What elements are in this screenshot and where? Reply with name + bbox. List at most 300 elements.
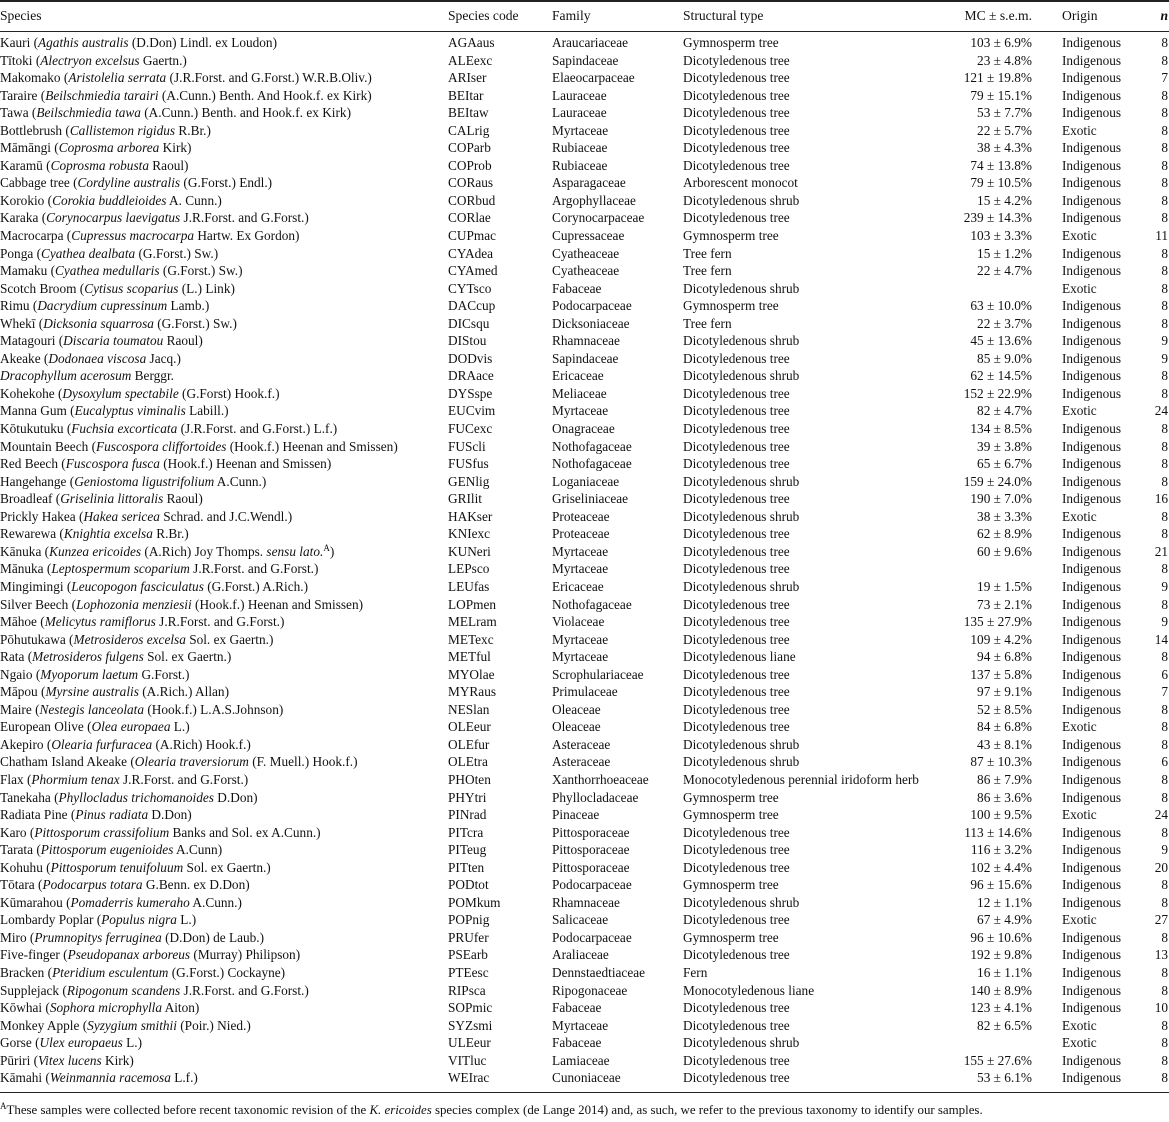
mc-value: 23 ± 4.8% xyxy=(977,52,1032,68)
structural-type: Dicotyledenous liane xyxy=(683,649,796,665)
species-code: KNIexc xyxy=(448,526,491,542)
species-latin-name: Kunzea ericoides xyxy=(49,543,142,559)
origin: Indigenous xyxy=(1062,578,1122,594)
table-footnote xyxy=(0,1102,983,1118)
species-authority: (Hook.f.) Heenan and Smissen) xyxy=(226,438,398,454)
species-name xyxy=(0,122,211,140)
sample-count: 10 xyxy=(1154,1000,1168,1016)
structural-type: Dicotyledenous shrub xyxy=(683,368,800,384)
species-authority: L.) xyxy=(122,1035,143,1051)
table-row xyxy=(0,736,1169,754)
header-n: n xyxy=(1160,8,1168,23)
family: Asparagaceae xyxy=(552,175,626,191)
species-latin-name: Dicksonia squarrosa xyxy=(43,315,154,331)
structural-type: Dicotyledenous tree xyxy=(683,1017,790,1033)
origin: Indigenous xyxy=(1062,614,1122,630)
structural-type: Dicotyledenous tree xyxy=(683,438,790,454)
table-row xyxy=(0,894,1169,912)
mc-value: 39 ± 3.8% xyxy=(977,438,1032,454)
origin: Indigenous xyxy=(1062,263,1122,279)
species-latin-name: Beilschmiedia tarairi xyxy=(45,87,159,103)
family: Primulaceae xyxy=(552,684,618,700)
sample-count: 8 xyxy=(1161,508,1168,524)
sample-count: 8 xyxy=(1161,263,1168,279)
structural-type: Dicotyledenous tree xyxy=(683,122,790,138)
species-code: WEIrac xyxy=(448,1070,490,1086)
family: Asteraceae xyxy=(552,736,611,752)
structural-type: Dicotyledenous tree xyxy=(683,666,790,682)
species-name xyxy=(0,543,334,561)
species-authority: Kirk) xyxy=(159,140,192,156)
species-code: ULEeur xyxy=(448,1035,491,1051)
family: Scrophulariaceae xyxy=(552,666,644,682)
species-code: RIPsca xyxy=(448,982,486,998)
species-code: CALrig xyxy=(448,122,490,138)
table-row xyxy=(0,192,1169,210)
structural-type: Dicotyledenous shrub xyxy=(683,578,800,594)
species-common-name: Māmāngi ( xyxy=(0,140,59,156)
mc-value: 97 ± 9.1% xyxy=(977,684,1032,700)
structural-type: Gymnosperm tree xyxy=(683,929,779,945)
mc-value: 135 ± 27.9% xyxy=(963,614,1032,630)
species-common-name: Akeake ( xyxy=(0,350,49,366)
species-name xyxy=(0,262,243,280)
species-latin-name: Coprosma arborea xyxy=(58,140,160,156)
sample-count: 24 xyxy=(1154,807,1168,823)
sample-count: 8 xyxy=(1161,456,1168,472)
table-row xyxy=(0,525,1169,543)
origin: Exotic xyxy=(1062,912,1097,928)
species-name xyxy=(0,648,231,666)
species-common-name: Korokio ( xyxy=(0,192,53,208)
species-authority: (Hook.f.) L.A.S.Johnson) xyxy=(144,701,284,717)
mc-value: 134 ± 8.5% xyxy=(970,421,1032,437)
structural-type: Dicotyledenous shrub xyxy=(683,894,800,910)
table-row xyxy=(0,789,1169,807)
species-code: PRUfer xyxy=(448,929,489,945)
species-latin-name: Fuscospora cliffortoides xyxy=(96,438,227,454)
family: Araucariaceae xyxy=(552,35,629,50)
species-name xyxy=(0,104,351,122)
species-latin-name: Ulex europaeus xyxy=(39,1035,123,1051)
family: Elaeocarpaceae xyxy=(552,70,635,86)
structural-type: Dicotyledenous shrub xyxy=(683,754,800,770)
structural-type: Dicotyledenous shrub xyxy=(683,333,800,349)
origin: Indigenous xyxy=(1062,70,1122,86)
table-row xyxy=(0,718,1169,736)
origin: Indigenous xyxy=(1062,1000,1122,1016)
species-latin-name: Beilschmiedia tawa xyxy=(36,105,141,121)
header-species-code: Species code xyxy=(448,8,519,23)
species-latin-name: Phormium tenax xyxy=(31,771,120,787)
species-name xyxy=(0,174,272,192)
family: Rubiaceae xyxy=(552,157,608,173)
family: Myrtaceae xyxy=(552,631,609,647)
sample-count: 16 xyxy=(1154,491,1168,507)
species-name xyxy=(0,139,191,157)
origin: Indigenous xyxy=(1062,824,1122,840)
structural-type: Tree fern xyxy=(683,245,732,261)
mc-value: 96 ± 15.6% xyxy=(970,877,1032,893)
table-row xyxy=(0,999,1169,1017)
origin: Indigenous xyxy=(1062,438,1122,454)
origin: Indigenous xyxy=(1062,491,1122,507)
mc-value: 38 ± 3.3% xyxy=(977,508,1032,524)
species-common-name: Maire ( xyxy=(0,701,40,717)
family: Oleaceae xyxy=(552,701,601,717)
species-authority: (J.R.Forst. and G.Forst.) W.R.B.Oliv.) xyxy=(166,70,372,86)
species-name xyxy=(0,525,189,543)
species-authority: (G.Forst.) A.Rich.) xyxy=(203,578,309,594)
species-authority: Labill.) xyxy=(185,403,229,419)
structural-type: Gymnosperm tree xyxy=(683,877,779,893)
species-authority: (A.Cunn.) Benth. and Hook.f. ex Kirk) xyxy=(140,105,352,121)
species-name xyxy=(0,560,318,578)
structural-type: Dicotyledenous tree xyxy=(683,631,790,647)
origin: Indigenous xyxy=(1062,859,1122,875)
table-top-rule xyxy=(0,0,1169,2)
origin: Exotic xyxy=(1062,228,1097,244)
family: Rubiaceae xyxy=(552,140,608,156)
species-name xyxy=(0,666,189,684)
family: Meliaceae xyxy=(552,385,607,401)
species-common-name: Gorse ( xyxy=(0,1035,40,1051)
sample-count: 21 xyxy=(1154,543,1168,559)
sample-count: 8 xyxy=(1161,385,1168,401)
sample-count: 20 xyxy=(1154,859,1168,875)
species-name xyxy=(0,894,242,912)
species-latin-name: Dodonaea viscosa xyxy=(48,350,147,366)
footnote-marker: A xyxy=(0,1101,7,1111)
species-code: COProb xyxy=(448,157,492,173)
species-name xyxy=(0,315,237,333)
header-mc: MC ± s.e.m. xyxy=(964,8,1032,23)
species-name xyxy=(0,596,363,614)
header-origin: Origin xyxy=(1062,8,1098,23)
table-row xyxy=(0,245,1169,263)
origin: Indigenous xyxy=(1062,315,1122,331)
header-family: Family xyxy=(552,8,591,23)
origin: Indigenous xyxy=(1062,175,1122,191)
species-code: ARIser xyxy=(448,70,487,86)
table-row xyxy=(0,929,1169,947)
origin: Indigenous xyxy=(1062,157,1122,173)
table-row xyxy=(0,1069,1169,1087)
sample-count: 8 xyxy=(1161,1017,1168,1033)
species-name xyxy=(0,87,372,105)
structural-type: Fern xyxy=(683,964,708,980)
structural-type: Dicotyledenous tree xyxy=(683,526,790,542)
species-common-name: Kauri ( xyxy=(0,35,39,50)
species-code: SYZsmi xyxy=(448,1017,493,1033)
table-row xyxy=(0,87,1169,105)
species-name xyxy=(0,841,222,859)
species-latin-name: Geniostoma ligustrifolium xyxy=(74,473,215,489)
species-common-name: Red Beech ( xyxy=(0,456,66,472)
species-common-name: Ponga ( xyxy=(0,245,41,261)
sample-count: 8 xyxy=(1161,719,1168,735)
species-code: PITten xyxy=(448,859,485,875)
sample-count: 8 xyxy=(1161,280,1168,296)
species-authority: L.f.) xyxy=(170,1070,198,1086)
origin: Indigenous xyxy=(1062,947,1122,963)
mc-value: 82 ± 4.7% xyxy=(977,403,1032,419)
table-row xyxy=(0,315,1169,333)
species-latin-name: Dysoxylum spectabile xyxy=(62,385,179,401)
species-common-name: Kohekohe ( xyxy=(0,385,63,401)
species-latin-name: Melicytus ramiflorus xyxy=(44,614,156,630)
species-name xyxy=(0,209,309,227)
species-authority: (G.Forst.) Sw.) xyxy=(135,245,219,261)
species-name xyxy=(0,683,229,701)
structural-type: Dicotyledenous tree xyxy=(683,157,790,173)
species-name xyxy=(0,946,300,964)
species-name xyxy=(0,192,222,210)
species-latin-name: Sophora microphylla xyxy=(49,1000,163,1016)
species-authority: L.) xyxy=(170,719,190,735)
sample-count: 14 xyxy=(1154,631,1168,647)
species-common-name: Matagouri ( xyxy=(0,333,64,349)
mc-value: 79 ± 15.1% xyxy=(970,87,1032,103)
species-latin-name: Corokia buddleioides xyxy=(52,192,167,208)
species-code: KUNeri xyxy=(448,543,491,559)
species-code: OLEeur xyxy=(448,719,491,735)
species-code: CYAmed xyxy=(448,263,498,279)
mc-value: 85 ± 9.0% xyxy=(977,350,1032,366)
species-common-name: European Olive ( xyxy=(0,719,92,735)
origin: Indigenous xyxy=(1062,1052,1122,1068)
mc-value: 43 ± 8.1% xyxy=(977,736,1032,752)
mc-value: 103 ± 6.9% xyxy=(970,35,1032,50)
origin: Indigenous xyxy=(1062,982,1122,998)
origin: Indigenous xyxy=(1062,245,1122,261)
species-latin-name: Myoporum laetum xyxy=(40,666,139,682)
sample-count: 8 xyxy=(1161,157,1168,173)
species-authority: (G.Forst) Hook.f.) xyxy=(178,385,280,401)
sample-count: 7 xyxy=(1161,684,1168,700)
table-row xyxy=(0,964,1169,982)
origin: Indigenous xyxy=(1062,649,1122,665)
species-name xyxy=(0,1034,142,1052)
table-row xyxy=(0,262,1169,280)
footnote-latin: K. ericoides xyxy=(369,1103,432,1117)
origin: Indigenous xyxy=(1062,350,1122,366)
table-row xyxy=(0,350,1169,368)
species-code: OLEfur xyxy=(448,736,490,752)
table-row xyxy=(0,157,1169,175)
mc-value: 15 ± 4.2% xyxy=(977,192,1032,208)
origin: Exotic xyxy=(1062,508,1097,524)
structural-type: Dicotyledenous tree xyxy=(683,403,790,419)
table-bottom-rule xyxy=(0,1092,1169,1093)
structural-type: Dicotyledenous tree xyxy=(683,596,790,612)
table-row xyxy=(0,578,1169,596)
species-name xyxy=(0,736,251,754)
species-common-name: Makomako ( xyxy=(0,70,69,86)
species-latin-name: Myrsine australis xyxy=(45,684,139,700)
species-latin-name: Eucalyptus viminalis xyxy=(74,403,186,419)
species-latin-name: Dracophyllum acerosum xyxy=(0,368,132,384)
family: Pinaceae xyxy=(552,807,600,823)
species-name xyxy=(0,771,248,789)
species-code: CORaus xyxy=(448,175,494,191)
species-latin-name: Lophozonia menziesii xyxy=(76,596,192,612)
species-name xyxy=(0,508,292,526)
species-code: METful xyxy=(448,649,491,665)
species-authority: (D.Don) de Laub.) xyxy=(161,929,265,945)
mc-value: 53 ± 7.7% xyxy=(977,105,1032,121)
table-row xyxy=(0,122,1169,140)
species-common-name: Kūmarahou ( xyxy=(0,894,71,910)
species-latin-name: Weinmannia racemosa xyxy=(49,1070,171,1086)
species-latin-name: Pittosporum eugenioides xyxy=(40,842,174,858)
structural-type: Dicotyledenous tree xyxy=(683,684,790,700)
family: Corynocarpaceae xyxy=(552,210,645,226)
table-row xyxy=(0,280,1169,298)
species-code: METexc xyxy=(448,631,494,647)
species-authority: R.Br.) xyxy=(152,526,189,542)
species-authority: (D.Don) Lindl. ex Loudon) xyxy=(128,35,278,50)
origin: Exotic xyxy=(1062,719,1097,735)
origin: Indigenous xyxy=(1062,964,1122,980)
family: Ripogonaceae xyxy=(552,982,628,998)
species-common-name: Rewarewa ( xyxy=(0,526,64,542)
species-latin-name: Leucopogon fasciculatus xyxy=(71,578,204,594)
species-common-name: Hangehange ( xyxy=(0,473,75,489)
species-name xyxy=(0,227,300,245)
footnote-text-after: species complex ( xyxy=(431,1103,528,1117)
family: Pittosporaceae xyxy=(552,859,630,875)
species-name xyxy=(0,929,264,947)
species-name xyxy=(0,280,235,298)
species-latin-name: Cordyline australis xyxy=(77,175,181,191)
sample-count: 9 xyxy=(1161,578,1168,594)
sample-count: 8 xyxy=(1161,649,1168,665)
species-common-name: Mānuka ( xyxy=(0,561,52,577)
species-authority: Berggr. xyxy=(131,368,174,384)
family: Fabaceae xyxy=(552,1035,602,1051)
sample-count: 8 xyxy=(1161,982,1168,998)
species-authority: Schrad. and J.C.Wendl.) xyxy=(159,508,293,524)
family: Loganiaceae xyxy=(552,473,620,489)
species-authority: Sol. ex Gaertn.) xyxy=(183,859,271,875)
origin: Indigenous xyxy=(1062,421,1122,437)
mc-value: 155 ± 27.6% xyxy=(963,1052,1032,1068)
species-name xyxy=(0,438,398,456)
table-row xyxy=(0,753,1169,771)
sample-count: 6 xyxy=(1161,754,1168,770)
species-common-name: Supplejack ( xyxy=(0,982,67,998)
species-authority: (Hook.f.) Heenan and Smissen) xyxy=(191,596,364,612)
species-common-name: Taraire ( xyxy=(0,87,46,103)
species-code: PHYtri xyxy=(448,789,487,805)
footnote-citation: de Lange 2014 xyxy=(527,1103,604,1117)
sample-count: 11 xyxy=(1155,228,1168,244)
family: Rhamnaceae xyxy=(552,333,620,349)
species-common-name: Tōtara ( xyxy=(0,877,43,893)
origin: Exotic xyxy=(1062,1017,1097,1033)
species-common-name: Tawa ( xyxy=(0,105,37,121)
table-row xyxy=(0,806,1169,824)
origin: Indigenous xyxy=(1062,140,1122,156)
species-latin-name: Coprosma robusta xyxy=(50,157,149,173)
species-code: MYOlae xyxy=(448,666,495,682)
structural-type: Dicotyledenous tree xyxy=(683,859,790,875)
species-name xyxy=(0,859,271,877)
origin: Indigenous xyxy=(1062,631,1122,647)
species-name xyxy=(0,1017,251,1035)
species-name xyxy=(0,402,229,420)
family: Argophyllaceae xyxy=(552,192,636,208)
species-latin-name: Dacrydium cupressinum xyxy=(37,298,168,314)
header-species: Species xyxy=(0,8,42,23)
species-authority: (A.Cunn.) Benth. And Hook.f. ex Kirk) xyxy=(158,87,372,103)
table-row xyxy=(0,1034,1169,1052)
species-name xyxy=(0,824,321,842)
mc-value: 86 ± 7.9% xyxy=(977,771,1032,787)
species-latin-name: Pomaderris kumeraho xyxy=(70,894,190,910)
species-latin-name: Discaria toumatou xyxy=(63,333,164,349)
species-common-name: Broadleaf ( xyxy=(0,491,61,507)
species-authority: (J.R.Forst. and G.Forst.) L.f.) xyxy=(177,421,338,437)
origin: Indigenous xyxy=(1062,526,1122,542)
species-latin-name: Corynocarpus laevigatus xyxy=(46,210,181,226)
table-row xyxy=(0,455,1169,473)
table-row xyxy=(0,420,1169,438)
table-row xyxy=(0,596,1169,614)
sample-count: 13 xyxy=(1154,947,1168,963)
family: Cyatheaceae xyxy=(552,245,620,261)
structural-type: Dicotyledenous tree xyxy=(683,456,790,472)
species-name xyxy=(0,1052,134,1070)
sample-count: 8 xyxy=(1161,526,1168,542)
structural-type: Dicotyledenous tree xyxy=(683,491,790,507)
table-row xyxy=(0,104,1169,122)
species-latin-name: Cupressus macrocarpa xyxy=(71,228,194,244)
table-body xyxy=(0,34,1169,1087)
species-latin-name: Aristolelia serrata xyxy=(68,70,167,86)
species-common-name: Rata ( xyxy=(0,649,33,665)
family: Podocarpaceae xyxy=(552,929,632,945)
origin: Indigenous xyxy=(1062,666,1122,682)
species-latin-name: Metrosideros excelsa xyxy=(73,631,186,647)
species-code: DYSspe xyxy=(448,385,493,401)
species-name xyxy=(0,350,181,368)
species-authority: J.R.Forst. and G.Forst.) xyxy=(155,614,285,630)
species-authority: Gaertn.) xyxy=(139,52,187,68)
sample-count: 8 xyxy=(1161,877,1168,893)
sample-count: 8 xyxy=(1161,1035,1168,1051)
species-latin-name: Olea europaea xyxy=(91,719,171,735)
family: Nothofagaceae xyxy=(552,456,632,472)
origin: Indigenous xyxy=(1062,543,1122,559)
structural-type: Dicotyledenous shrub xyxy=(683,736,800,752)
species-authority: A.Cunn.) xyxy=(214,473,267,489)
species-authority: A.Cunn.) xyxy=(189,894,242,910)
species-code: FUScli xyxy=(448,438,486,454)
species-authority: D.Don) xyxy=(148,807,192,823)
species-name xyxy=(0,297,209,315)
species-latin-name: Nestegis lanceolata xyxy=(39,701,145,717)
species-code: GENlig xyxy=(448,473,490,489)
sample-count: 8 xyxy=(1161,964,1168,980)
sample-count: 8 xyxy=(1161,140,1168,156)
species-code: PTEesc xyxy=(448,964,489,980)
mc-value: 22 ± 3.7% xyxy=(977,315,1032,331)
structural-type: Dicotyledenous tree xyxy=(683,350,790,366)
structural-type: Gymnosperm tree xyxy=(683,807,779,823)
species-code: CORbud xyxy=(448,192,496,208)
